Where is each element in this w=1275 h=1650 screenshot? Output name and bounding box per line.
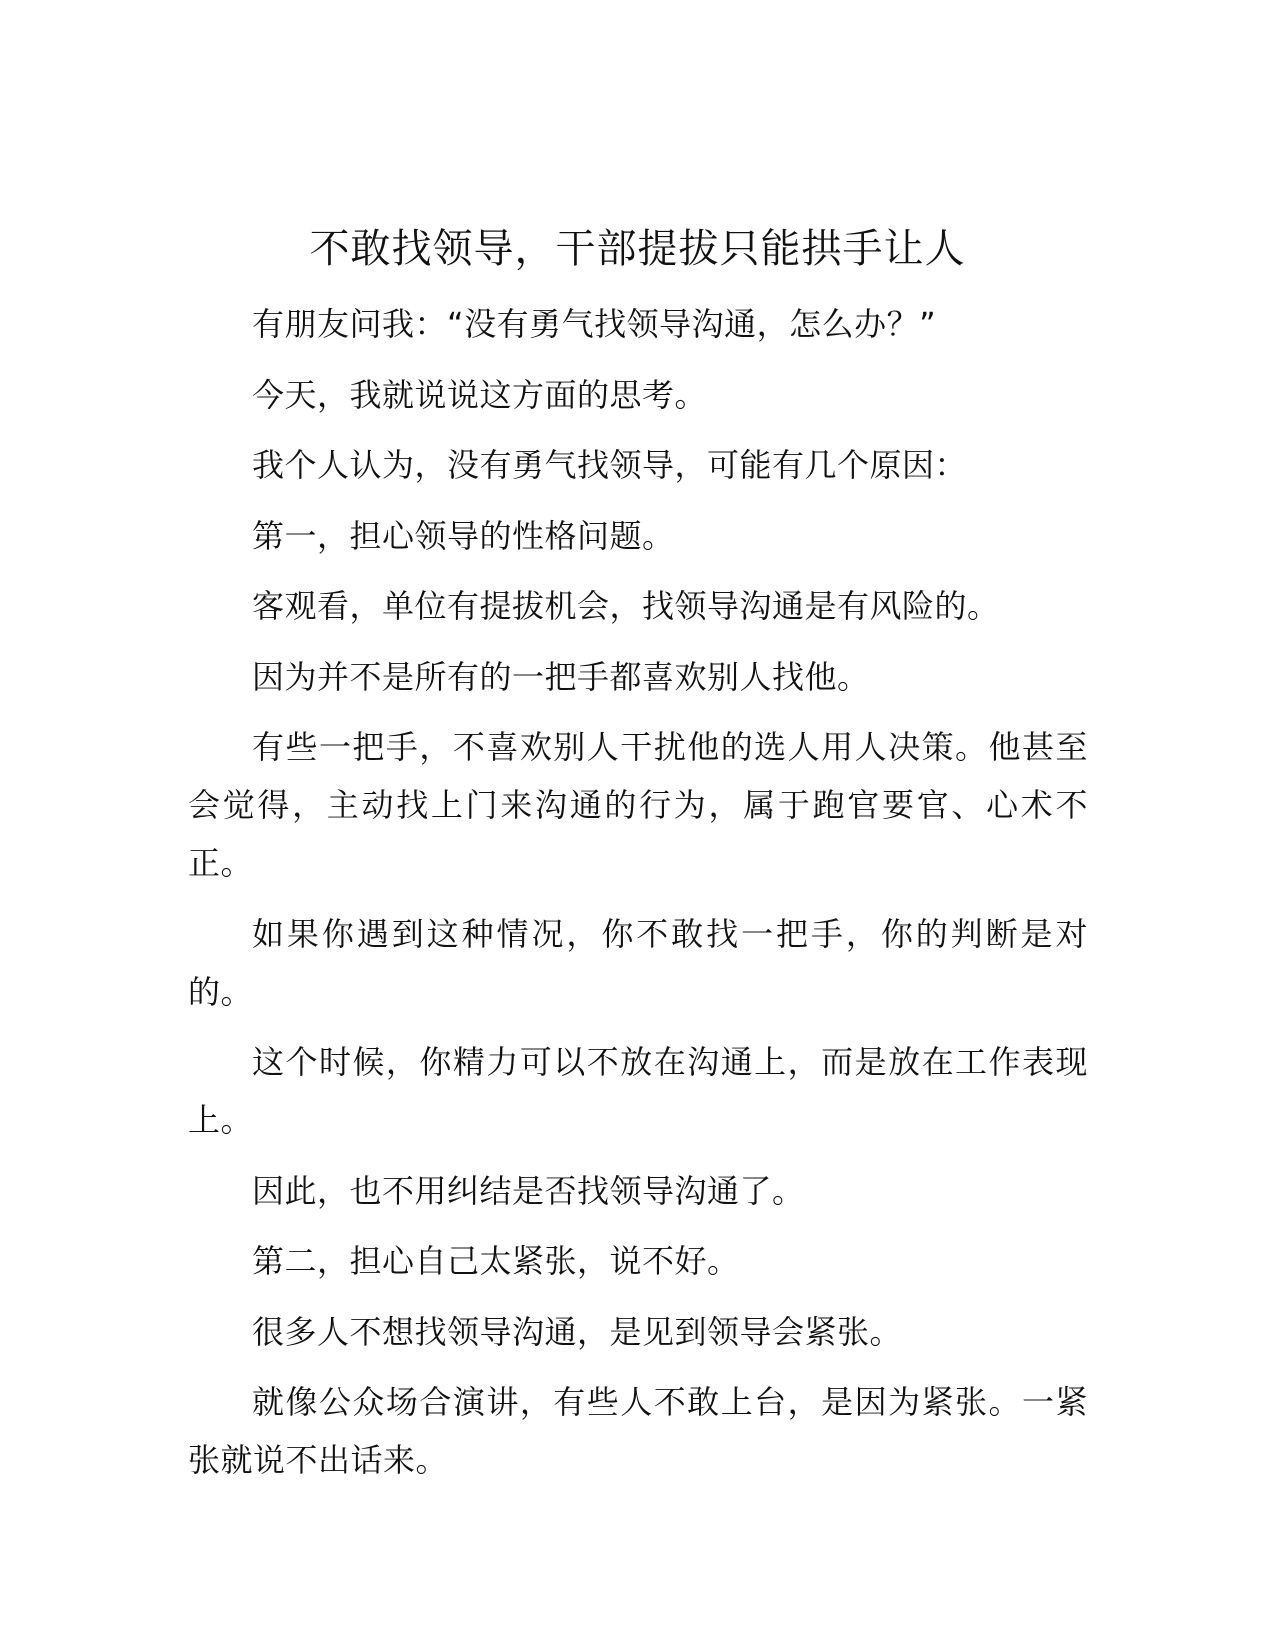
document-body <box>188 295 1088 1502</box>
paragraph: 客观看，单位有提拔机会，找领导沟通是有风险的。 <box>252 587 1000 625</box>
paragraph: 如果你遇到这种情况，你不敢找一把手，你的判断是对的。 <box>188 914 1088 1011</box>
paragraph: 有些一把手，不喜欢别人干扰他的选人用人决策。他甚至会觉得，主动找上门来沟通的行为，属于跑官要官、心术不正。 <box>188 728 1088 882</box>
paragraph: 因为并不是所有的一把手都喜欢别人找他。 <box>252 657 870 696</box>
document-title: 不敢找领导，干部提拔只能拱手让人 <box>309 226 966 272</box>
paragraph: 第一，担心领导的性格问题。 <box>252 516 675 555</box>
paragraph: 因此，也不用纠结是否找领导沟通了。 <box>252 1171 805 1210</box>
paragraph: 我个人认为，没有勇气找领导，可能有几个原因： <box>252 446 968 484</box>
paragraph: 这个时候，你精力可以不放在沟通上，而是放在工作表现上。 <box>188 1043 1088 1139</box>
paragraph: 今天，我就说说这方面的思考。 <box>252 375 708 414</box>
paragraph: 就像公众场合演讲，有些人不敢上台，是因为紧张。一紧张就说不出话来。 <box>188 1383 1088 1479</box>
paragraph: 第二，担心自己太紧张，说不好。 <box>252 1242 740 1280</box>
paragraph: 很多人不想找领导沟通，是见到领导会紧张。 <box>252 1312 903 1351</box>
paragraph: 有朋友问我：“没有勇气找领导沟通，怎么办？” <box>252 305 937 343</box>
